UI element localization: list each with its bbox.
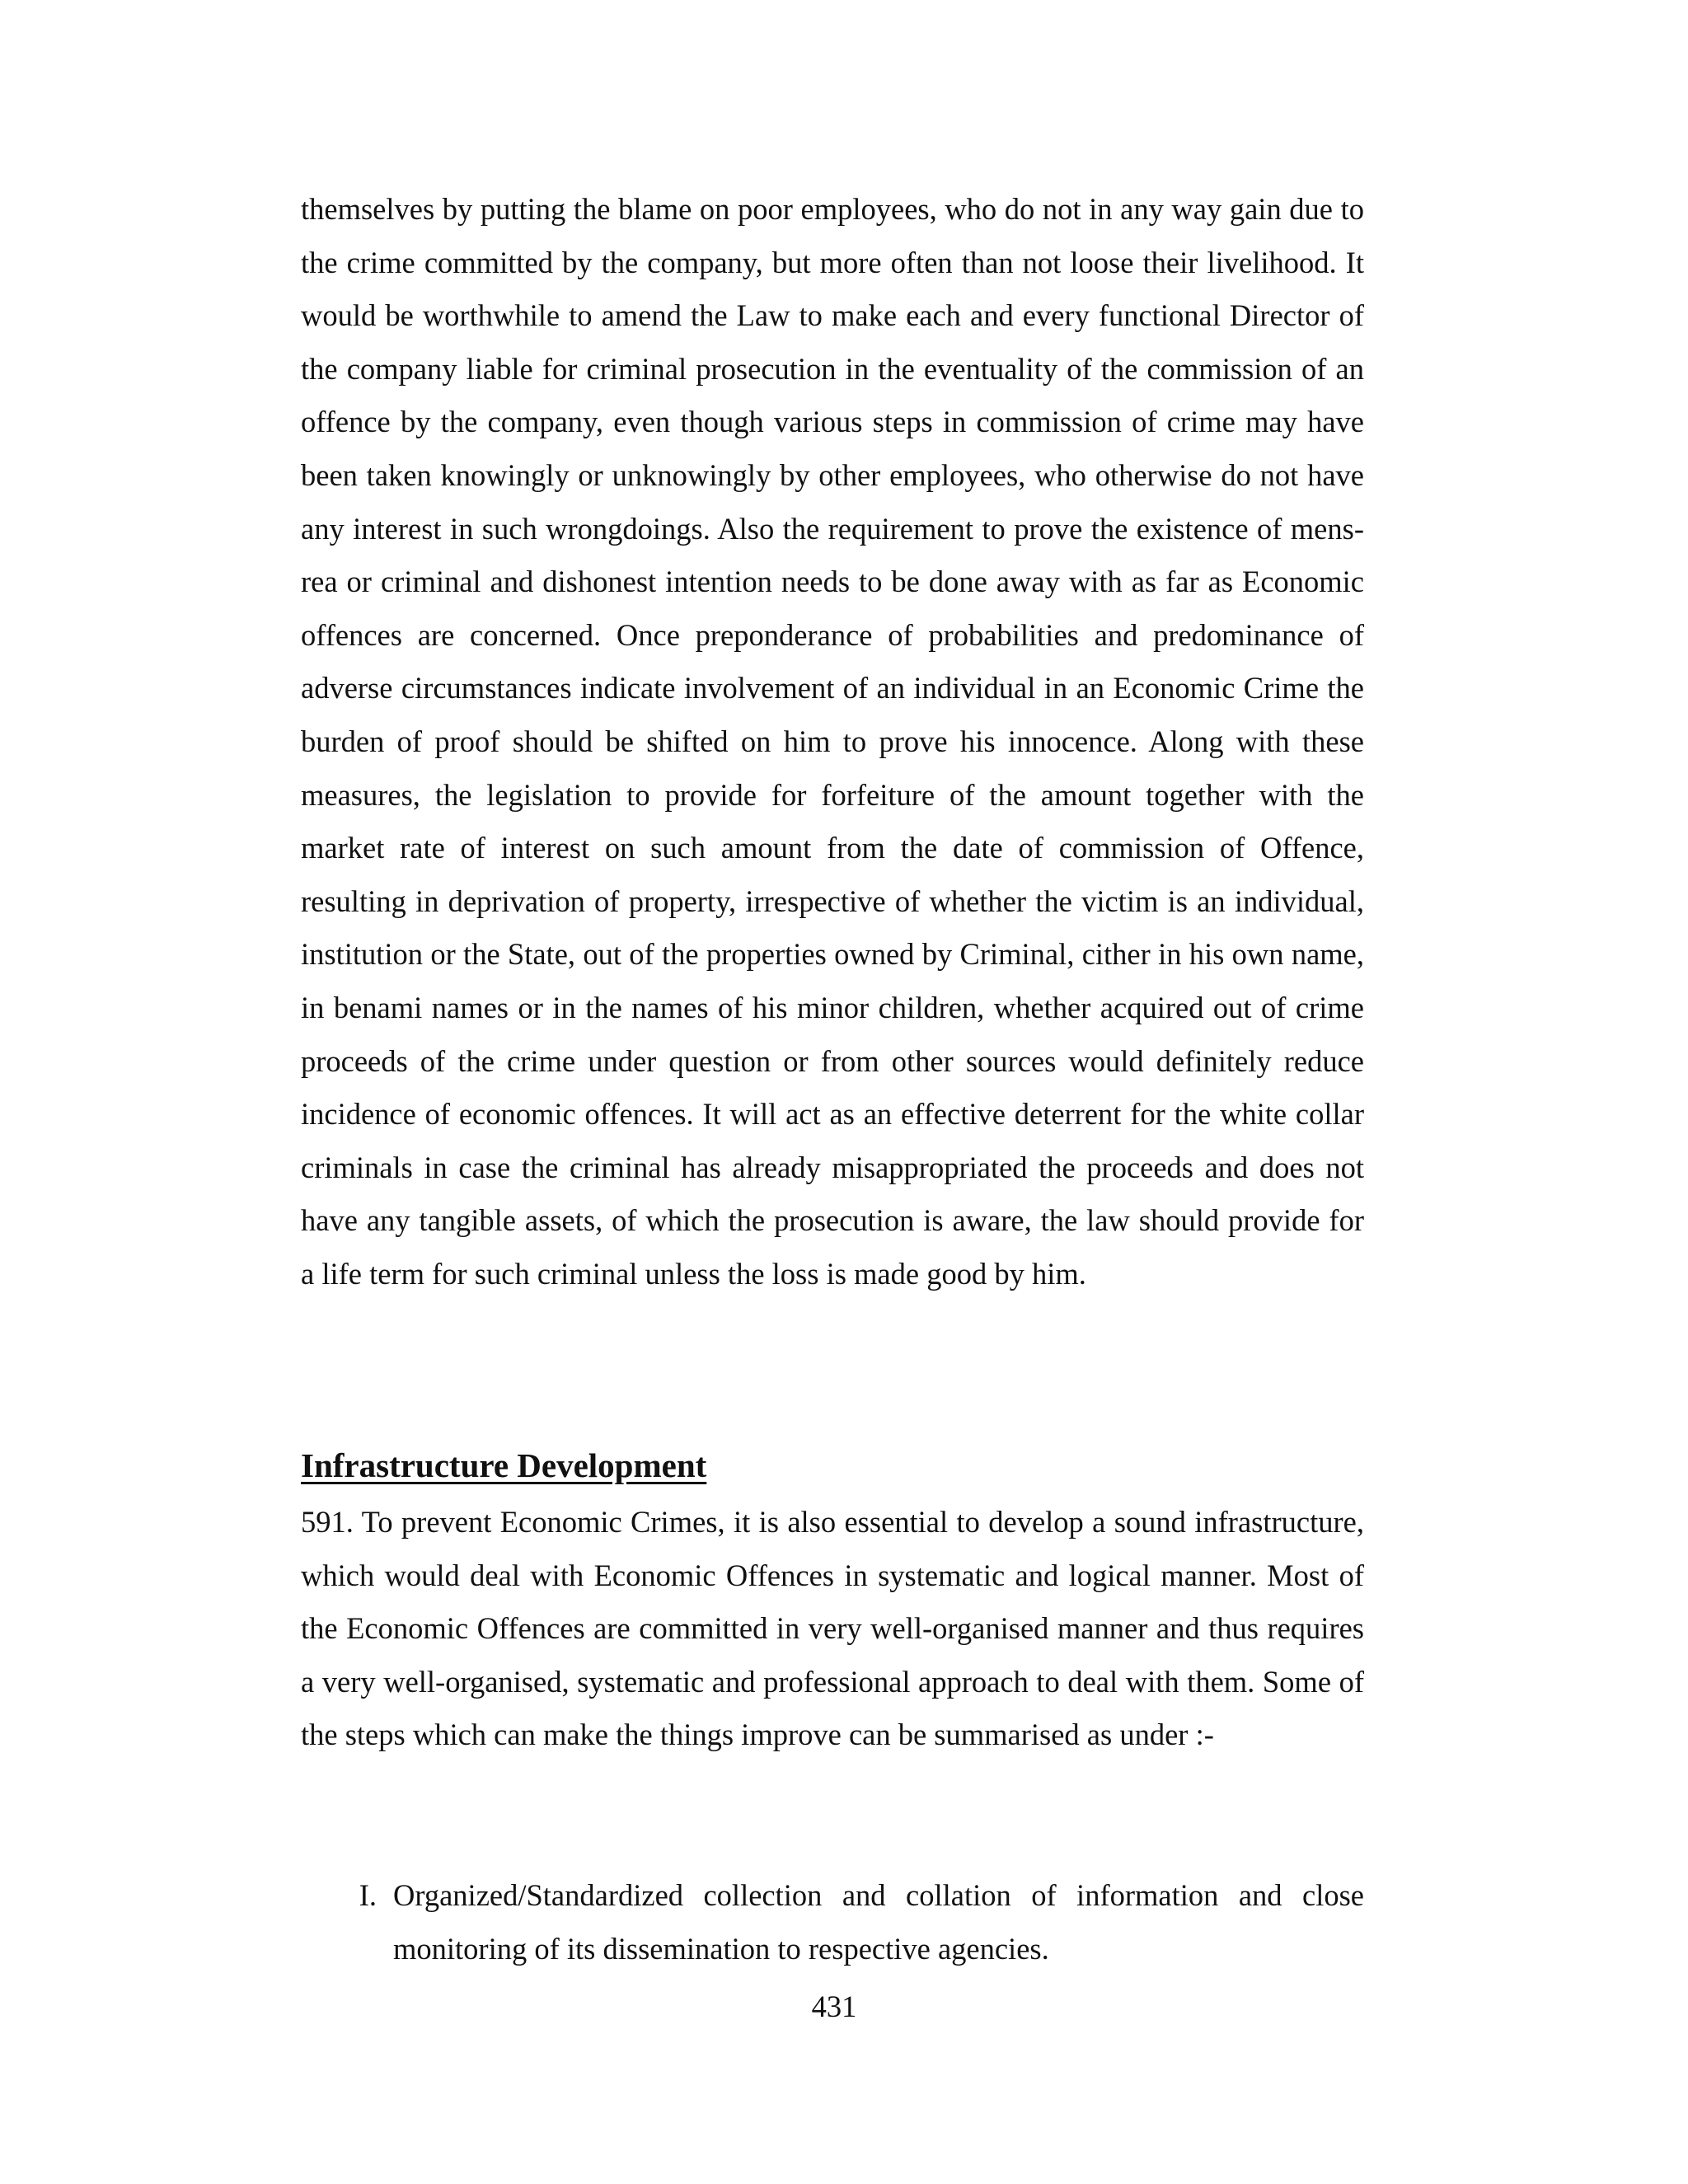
steps-list xyxy=(301,1869,1364,1975)
list-item xyxy=(301,1869,1364,1975)
list-item-marker: I. xyxy=(359,1878,377,1912)
paragraph-591: 591. To prevent Economic Crimes, it is also essential to develop a sound infrastructure, which would deal with Economic Offences in systematic and logical manner. Most of the Economic Offences are committed in very well-organised manner and thus requires a very well-organised, systematic and professional approach to deal with them. Some of the steps which can make the things improve can be summarised as under :- xyxy=(301,1505,1364,1752)
section-heading: Infrastructure Development xyxy=(301,1446,707,1484)
list-item-text: Organized/Standardized collection and collation of information and close monitoring of its dissemination to respective agencies. xyxy=(393,1878,1364,1966)
body-paragraph: themselves by putting the blame on poor employees, who do not in any way gain due to the crime committed by the company, but more often than not loose their livelihood. It would be worthwhile to amend the Law to make each and every functional Director of the company liable for criminal prosecution in the eventuality of the commission of an offence by the company, even though various steps in commission of crime may have been taken knowingly or unknowingly by other employees, who otherwise do not have any interest in such wrongdoings. Also the requirement to prove the existence of mens-rea or criminal and dishonest intention needs to be done away with as far as Economic offences are concerned. Once preponderance of probabilities and predominance of adverse circumstances indicate involvement of an individual in an Economic Crime the burden of proof should be shifted on him to prove his innocence. Along with these measures, the legislation to provide for forfeiture of the amount together with the market rate of interest on such amount from the date of commission of Offence, resulting in deprivation of property, irrespective of whether the victim is an individual, institution or the State, out of the properties owned by Criminal, cither in his own name, in benami names or in the names of his minor children, whether acquired out of crime proceeds of the crime under question or from other sources would definitely reduce incidence of economic offences. It will act as an effective deterrent for the white collar criminals in case the criminal has already misappropriated the proceeds and does not have any tangible assets, of which the prosecution is aware, the law should provide for a life term for such criminal unless the loss is made good by him. xyxy=(301,192,1364,1291)
page-number: 431 xyxy=(811,1990,857,2023)
